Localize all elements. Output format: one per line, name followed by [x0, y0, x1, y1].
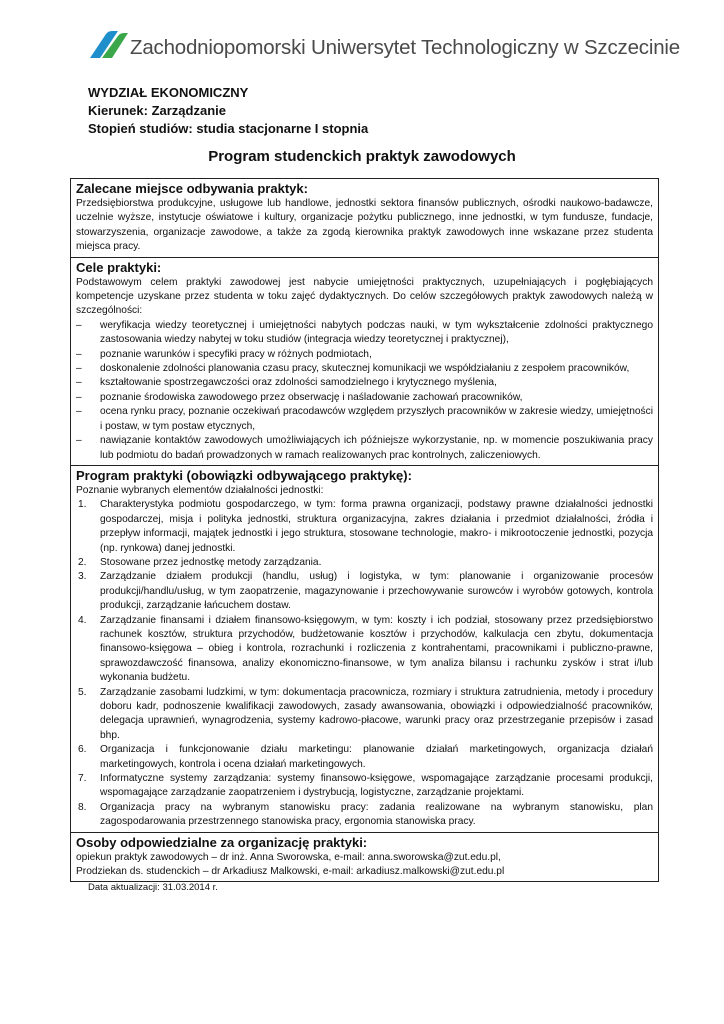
- list-item: 4. Zarządzanie finansami i działem finansowo-księgowym, w tym: koszty i ich podział, stosowany przez przedsiębiorstwo rachunek kosztów, struktura przychodów, budżetowanie kosztów i przychodów, kalkulacja cen zbytu, dokumentacja finansowo-księgowa – obieg i kontrola, rozrachunki i rozliczenia z kontrahentami, pracownikami i publiczno-prawne, sprawozdawczość finansowa, analizy ekonomiczno-finansowe, w tym analiza bilansu i rachunku zysków i strat i/lub wykonania budżetu.: [78, 614, 653, 684]
- university-header: [88, 28, 688, 68]
- list-item: 7. Informatyczne systemy zarządzania: systemy finansowo-księgowe, wspomagające zarządzanie procesami produkcji, wspomagające zarządzanie zaopatrzeniem i dystrybucją, logistyczne, zarządzanie projektami.: [78, 773, 653, 799]
- dash-bullet: –: [76, 363, 82, 375]
- document-title: Program studenckich praktyk zawodowych: [208, 148, 516, 165]
- coordinator-line: opiekun praktyk zawodowych – dr inż. Anna Sworowska, e-mail: anna.sworowska@zut.edu.pl,: [76, 851, 501, 863]
- list-item: – nawiązanie kontaktów zawodowych umożliwiających ich późniejsze wykorzystanie, np. w momencie poszukiwania pracy lub podmiotu do badań prowadzonych w ramach realizowanych prac kontrolnych, zaliczeniowych.: [76, 435, 653, 461]
- vice-dean-line: Prodziekan ds. studenckich – dr Arkadiusz Malkowski, e-mail: arkadiusz.malkowski@zut.edu.pl: [76, 866, 505, 878]
- dash-bullet: –: [76, 391, 82, 403]
- dash-bullet: –: [76, 435, 82, 447]
- faculty-info: [88, 84, 368, 138]
- program-table: [70, 178, 659, 882]
- section-persons-heading: Osoby odpowiedzialne za organizację praktyki:: [76, 834, 368, 850]
- update-date: Data aktualizacji: 31.03.2014 r.: [88, 882, 218, 893]
- list-item: – poznanie warunków i specyfiki pracy w różnych podmiotach,: [76, 348, 653, 362]
- list-item: 8. Organizacja pracy na wybranym stanowisku pracy: zadania realizowane na wybranym stanowisku, plan zagospodarowania przestrzennego stanowiska pracy, ergonomia stanowiska pracy.: [78, 801, 653, 828]
- section-place-text: Przedsiębiorstwa produkcyjne, usługowe lub handlowe, jednostki sektora finansów publicznych, ośrodki naukowo-badawcze, uczelnie wyższe, instytucje oświatowe i kultury, organizacje pożytku publicznego, inne jednostki, w tym fundusze, fundacje, stowarzyszenia, organizacje zawodowe, a także za zgodą kierownika praktyk zawodowych inne wskazane przez studenta miejsca pracy.: [76, 198, 653, 253]
- list-item: 5. Zarządzanie zasobami ludzkimi, w tym: dokumentacja pracownicza, rozmiary i struktura zatrudnienia, metody i procedury doboru kadr, podnoszenie kwalifikacji zawodowych, zasady awansowania, obowiązki i odpowiedzialność pracowników, delegacja uprawnień, wynagrodzenia, systemy kadrowo-płacowe, warunki pracy oraz przestrzeganie przepisów i zasad bhp.: [78, 686, 653, 741]
- goals-list: [76, 319, 653, 463]
- section-persons: [71, 833, 658, 882]
- faculty-name: WYDZIAŁ EKONOMICZNY: [88, 85, 249, 100]
- list-item: – weryfikacja wiedzy teoretycznej i umiejętności nabytych podczas nauki, w tym wykształcenie zdolności praktycznego zastosowania wiedzy nabytej w toku studiów (integracja wiedzy teoretycznej i praktycznej),: [76, 319, 653, 346]
- list-item: 6. Organizacja i funkcjonowanie działu marketingu: planowanie działań marketingowych, organizacja działań marketingowych, kontrola i ocena działań marketingowych.: [78, 744, 653, 770]
- list-item: – ocena rynku pracy, poznanie oczekiwań pracodawców względem przyszłych pracowników w zakresie wiedzy, umiejętności i postaw, w tym postaw etycznych,: [76, 406, 653, 432]
- section-place: [71, 179, 658, 258]
- section-goals-intro: Podstawowym celem praktyki zawodowej jest nabycie umiejętności praktycznych, uzupełniających i pogłębiających kompetencje uzyskane przez studenta w toku zajęć dydaktycznych. Do celów szczegółowych praktyk zawodowych należą w szczególności:: [76, 276, 653, 317]
- section-program: [71, 466, 658, 833]
- list-item: 2. Stosowane przez jednostkę metody zarządzania.: [78, 556, 322, 568]
- field-of-study: Kierunek: Zarządzanie: [88, 103, 226, 118]
- section-goals: [71, 258, 658, 466]
- section-program-intro: Poznanie wybranych elementów działalności jednostki:: [76, 484, 324, 496]
- list-item: 1. Charakterystyka podmiotu gospodarczego, w tym: forma prawna organizacji, podstawy prawne działalności jednostki gospodarczej, misja i polityka jednostki, struktura organizacyjna, zakres działania i przedmiot działalności, źródła i przepływ informacji, majątek jednostki i jego struktura, stosowane technologie, makro- i mikrootoczenie jednostki, pozycja (np. rynkowa) danej jednostki.: [78, 499, 653, 554]
- study-level: Stopień studiów: studia stacjonarne I stopnia: [88, 121, 369, 136]
- dash-bullet: –: [76, 319, 82, 331]
- university-name: Zachodniopomorski Uniwersytet Technologiczny w Szczecinie: [130, 36, 680, 59]
- list-item: – kształtowanie spostrzegawczości oraz zdolności samodzielnego i krytycznego myślenia,: [76, 376, 653, 390]
- dash-bullet: –: [76, 348, 82, 360]
- program-list: [76, 498, 653, 829]
- list-item: – doskonalenie zdolności planowania czasu pracy, skutecznej komunikacji we współdziałaniu z zespołem pracowników,: [76, 362, 653, 376]
- list-item: – poznanie środowiska zawodowego przez obserwację i naśladowanie zachowań pracowników,: [76, 391, 653, 405]
- dash-bullet: –: [76, 377, 82, 389]
- dash-bullet: –: [76, 406, 82, 418]
- section-program-heading: Program praktyki (obowiązki odbywającego praktykę):: [76, 467, 412, 483]
- section-goals-heading: Cele praktyki:: [76, 259, 162, 275]
- section-place-heading: Zalecane miejsce odbywania praktyk:: [76, 181, 308, 196]
- university-logo-icon: [88, 30, 128, 60]
- list-item: 3. Zarządzanie działem produkcji (handlu, usług) i logistyka, w tym: planowanie i organizowanie procesów produkcji/handlu/usług, w tym zaopatrzenie, magazynowanie i przechowywanie surowców i wyrobów gotowych, kontrola produkcji, zarządzanie łańcuchem dostaw.: [78, 571, 653, 612]
